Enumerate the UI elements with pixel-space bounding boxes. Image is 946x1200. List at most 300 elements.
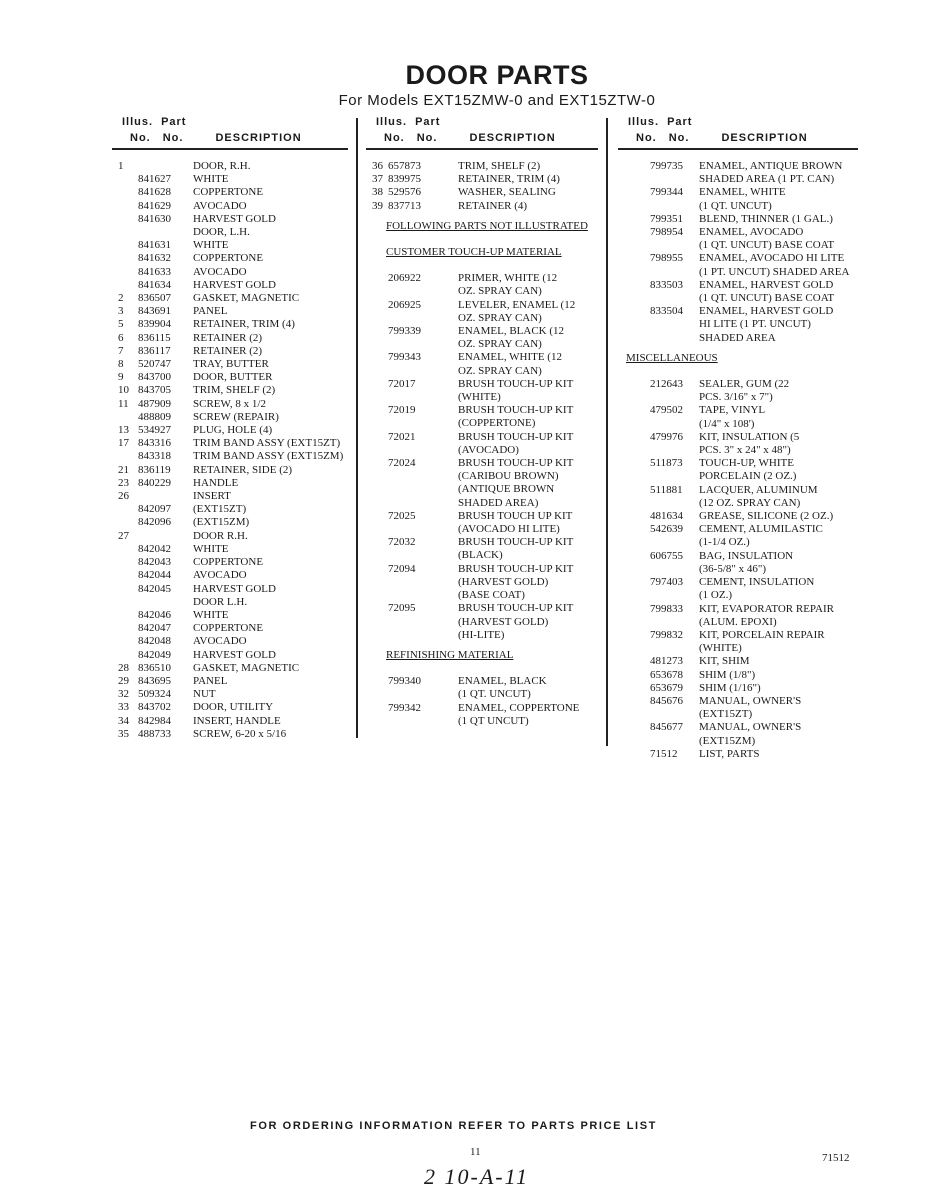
part-number xyxy=(138,596,193,609)
part-description xyxy=(699,213,833,226)
part-description xyxy=(458,457,573,510)
illus-number xyxy=(624,252,650,278)
parts-row xyxy=(624,669,849,682)
part-number: 842984 xyxy=(138,714,171,727)
header-rule xyxy=(366,148,598,150)
part-number: 836117 xyxy=(138,344,171,357)
description-line: (1 QT. UNCUT) BASE COAT xyxy=(699,292,835,305)
description-line: DOOR, UTILITY xyxy=(193,701,274,714)
part-number: 799833 xyxy=(650,602,683,615)
part-description xyxy=(699,404,765,430)
parts-row xyxy=(118,186,343,199)
description-line: (1 QT UNCUT) xyxy=(458,714,529,727)
parts-row xyxy=(624,160,849,186)
section-heading: REFINISHING MATERIAL xyxy=(386,648,514,661)
part-description xyxy=(699,550,793,576)
part-number: 799343 xyxy=(388,351,421,364)
part-description xyxy=(193,556,263,569)
section-heading: MISCELLANEOUS xyxy=(626,351,718,364)
illus-number xyxy=(372,431,388,457)
parts-row xyxy=(372,272,588,298)
parts-row xyxy=(118,450,343,463)
parts-row xyxy=(372,431,588,457)
description-line: (1 QT. UNCUT) xyxy=(699,199,772,212)
parts-row xyxy=(118,490,343,503)
illus-number xyxy=(624,669,650,682)
page-number: 11 xyxy=(470,1146,481,1158)
part-number: 842047 xyxy=(138,622,171,635)
description-line: RETAINER, SIDE (2) xyxy=(193,463,293,476)
parts-row xyxy=(624,404,849,430)
description-line: AVOCADO xyxy=(193,265,247,278)
illus-number xyxy=(118,411,138,424)
illus-number xyxy=(624,160,650,186)
parts-row xyxy=(118,398,343,411)
parts-row xyxy=(118,649,343,662)
description-line: TRIM, SHELF (2) xyxy=(193,384,276,397)
part-description xyxy=(193,490,231,503)
illus-number xyxy=(624,510,650,523)
part-description xyxy=(193,266,247,279)
illus-number: 27 xyxy=(118,529,129,542)
parts-row xyxy=(118,464,343,477)
parts-row xyxy=(624,226,849,252)
illus-number xyxy=(624,695,650,721)
description-line: BLEND, THINNER (1 GAL.) xyxy=(699,212,833,225)
part-description xyxy=(193,543,228,556)
description-line: ENAMEL, BLACK (12 xyxy=(458,325,565,338)
part-number: 799832 xyxy=(650,628,683,641)
illus-number xyxy=(624,576,650,602)
part-number: 833504 xyxy=(650,305,683,318)
header-part: Part xyxy=(667,116,693,128)
illus-number xyxy=(624,655,650,668)
description-line: ENAMEL, ANTIQUE BROWN xyxy=(699,160,843,172)
illus-number: 35 xyxy=(118,727,129,740)
part-number: 842042 xyxy=(138,542,171,555)
illus-number: 13 xyxy=(118,424,129,437)
parts-list xyxy=(118,160,343,741)
page-title: DOOR PARTS xyxy=(405,60,589,90)
parts-row xyxy=(624,457,849,483)
part-number: 843702 xyxy=(138,701,171,714)
header-no: No. xyxy=(162,132,184,144)
parts-row xyxy=(118,213,343,226)
part-number: 839904 xyxy=(138,318,171,331)
illus-number: 8 xyxy=(118,358,124,371)
parts-row xyxy=(624,748,849,761)
part-number: 841627 xyxy=(138,173,171,186)
description-line: (COPPERTONE) xyxy=(458,417,536,430)
description-line: TOUCH-UP, WHITE xyxy=(699,457,794,470)
illus-number xyxy=(624,748,650,761)
parts-row xyxy=(624,484,849,510)
description-line: SHADED AREA (1 PT. CAN) xyxy=(699,173,835,186)
part-description xyxy=(193,649,276,662)
parts-row xyxy=(118,437,343,450)
parts-row xyxy=(118,173,343,186)
illus-number xyxy=(118,200,138,213)
parts-row xyxy=(118,411,343,424)
parts-row xyxy=(372,325,588,351)
part-number: 72019 xyxy=(388,404,416,417)
part-description xyxy=(699,160,842,186)
parts-row xyxy=(118,424,343,437)
illus-number: 2 xyxy=(118,292,124,305)
description-line: NUT xyxy=(193,688,216,701)
part-number: 799735 xyxy=(650,160,683,172)
description-line: (ALUM. EPOXI) xyxy=(699,615,777,628)
header-no: No. xyxy=(130,132,151,144)
description-line: WASHER, SEALING xyxy=(458,186,556,199)
description-line: ENAMEL, WHITE (12 xyxy=(458,351,562,364)
description-line: ENAMEL, COPPERTONE xyxy=(458,701,580,714)
part-description xyxy=(193,371,272,384)
description-line: ENAMEL, BLACK xyxy=(458,675,547,688)
parts-row xyxy=(118,675,343,688)
part-number: 534927 xyxy=(138,424,171,437)
illus-number xyxy=(372,325,388,351)
parts-list xyxy=(624,160,849,761)
part-number: 843691 xyxy=(138,305,171,318)
part-description xyxy=(699,682,761,695)
description-line: KIT, PORCELAIN REPAIR xyxy=(699,628,825,641)
part-description xyxy=(699,484,818,510)
part-description xyxy=(193,569,247,582)
illus-number xyxy=(624,186,650,212)
description-line: (1 OZ.) xyxy=(699,589,732,602)
part-description xyxy=(193,252,263,265)
part-number: 842048 xyxy=(138,635,171,648)
description-line: BRUSH TOUCH-UP KIT xyxy=(458,404,574,417)
parts-row xyxy=(118,635,343,648)
description-line: (36-5/8" x 46") xyxy=(699,562,767,575)
part-description xyxy=(458,272,557,298)
part-number: 799351 xyxy=(650,212,683,225)
header-description: DESCRIPTION xyxy=(469,132,556,144)
illus-number: 39 xyxy=(372,199,383,212)
part-number: 843695 xyxy=(138,674,171,687)
parts-row xyxy=(118,305,343,318)
parts-row xyxy=(118,266,343,279)
part-number: 511873 xyxy=(650,457,683,470)
part-number: 837713 xyxy=(388,199,421,212)
part-description xyxy=(193,239,228,252)
part-number: 488733 xyxy=(138,727,171,740)
description-line: (1 PT. UNCUT) SHADED AREA xyxy=(699,265,850,278)
part-number: 842044 xyxy=(138,569,171,582)
parts-row xyxy=(624,510,849,523)
description-line: (WHITE) xyxy=(699,642,742,655)
part-description xyxy=(458,675,547,701)
description-line: LIST, PARTS xyxy=(699,747,760,760)
part-description xyxy=(458,186,556,199)
parts-row xyxy=(118,596,343,609)
parts-row xyxy=(624,186,849,212)
description-line: RETAINER, TRIM (4) xyxy=(193,318,295,331)
illus-number xyxy=(624,226,650,252)
header-no: No. xyxy=(384,132,405,144)
part-description xyxy=(193,213,276,226)
part-number: 799340 xyxy=(388,675,421,688)
parts-row xyxy=(624,305,849,345)
part-number: 843700 xyxy=(138,371,171,384)
part-number: 72021 xyxy=(388,430,416,443)
part-description xyxy=(193,345,262,358)
parts-row xyxy=(624,431,849,457)
part-description xyxy=(699,523,823,549)
part-number: 529576 xyxy=(388,186,421,199)
part-number: 843318 xyxy=(138,450,171,463)
parts-row xyxy=(118,609,343,622)
part-description xyxy=(193,160,250,173)
parts-row xyxy=(624,721,849,747)
description-line: RETAINER (4) xyxy=(458,199,528,212)
header-columns xyxy=(130,132,302,144)
part-number: 799342 xyxy=(388,701,421,714)
parts-row xyxy=(624,252,849,278)
header-illus: Illus. xyxy=(122,116,154,128)
description-line: BRUSH TOUCH-UP KIT xyxy=(458,536,574,549)
description-line: WHITE xyxy=(193,239,229,252)
illus-number xyxy=(118,583,138,596)
part-description xyxy=(699,305,833,345)
part-description xyxy=(193,583,276,596)
parts-row xyxy=(118,226,343,239)
parts-row xyxy=(118,530,343,543)
part-description xyxy=(193,226,250,239)
part-description xyxy=(458,563,573,603)
illus-number: 34 xyxy=(118,714,129,727)
description-line: (EXT15ZT) xyxy=(699,708,753,721)
description-line: CEMENT, INSULATION xyxy=(699,576,815,589)
part-number: 799339 xyxy=(388,325,421,338)
parts-row xyxy=(118,543,343,556)
description-line: KIT, INSULATION (5 xyxy=(699,430,800,443)
header-rule xyxy=(618,148,858,150)
illus-number xyxy=(118,226,138,239)
description-line: HANDLE xyxy=(193,476,239,489)
parts-row xyxy=(118,503,343,516)
description-line: ENAMEL, AVOCADO HI LITE xyxy=(699,252,845,265)
part-number: 841628 xyxy=(138,186,171,199)
part-number: 653678 xyxy=(650,668,683,681)
illus-number xyxy=(118,516,138,529)
illus-number xyxy=(624,484,650,510)
description-line: (BLACK) xyxy=(458,549,503,562)
header-illus-part xyxy=(122,116,186,128)
illus-number xyxy=(372,378,388,404)
illus-number xyxy=(624,721,650,747)
description-line: DOOR R.H. xyxy=(193,529,248,542)
parts-row xyxy=(372,536,588,562)
parts-row xyxy=(624,550,849,576)
parts-row xyxy=(118,318,343,331)
part-number: 833503 xyxy=(650,278,683,291)
part-description xyxy=(699,748,759,761)
parts-row xyxy=(624,603,849,629)
description-line: RETAINER (2) xyxy=(193,331,263,344)
part-number: 511881 xyxy=(650,483,683,496)
part-number: 836119 xyxy=(138,463,171,476)
description-line: (1 QT. UNCUT) BASE COAT xyxy=(699,239,835,252)
description-line: DOOR, L.H. xyxy=(193,226,250,239)
illus-number xyxy=(118,622,138,635)
description-line: KIT, EVAPORATOR REPAIR xyxy=(699,602,834,615)
page-subtitle: For Models EXT15ZMW-0 and EXT15ZTW-0 xyxy=(338,92,656,109)
part-description xyxy=(699,252,849,278)
illus-number xyxy=(118,596,138,609)
part-description xyxy=(699,226,834,252)
description-line: BRUSH TOUCH-UP KIT xyxy=(458,602,574,615)
part-description xyxy=(193,609,228,622)
column-divider xyxy=(356,118,358,738)
parts-row xyxy=(118,516,343,529)
part-description xyxy=(193,398,266,411)
part-number: 840229 xyxy=(138,476,171,489)
description-line: ENAMEL, HARVEST GOLD xyxy=(699,305,834,318)
header-description: DESCRIPTION xyxy=(721,132,808,144)
section-heading: CUSTOMER TOUCH-UP MATERIAL xyxy=(386,246,562,259)
part-number: 839975 xyxy=(388,173,421,186)
part-description xyxy=(193,305,227,318)
description-line: MANUAL, OWNER'S xyxy=(699,721,802,734)
description-line: PCS. 3" x 24" x 48") xyxy=(699,444,791,457)
illus-number: 33 xyxy=(118,701,129,714)
description-line: PORCELAIN (2 OZ.) xyxy=(699,470,797,483)
illus-number: 36 xyxy=(372,160,383,172)
parts-row xyxy=(372,563,588,603)
part-description xyxy=(458,299,575,325)
illus-number: 6 xyxy=(118,331,124,344)
header-illus-part xyxy=(376,116,440,128)
part-number: 797403 xyxy=(650,576,683,589)
illus-number: 1 xyxy=(118,160,124,172)
parts-row xyxy=(372,602,588,642)
illus-number xyxy=(624,457,650,483)
part-description xyxy=(193,332,262,345)
part-number: 481634 xyxy=(650,510,683,523)
description-line: SCREW, 8 x 1/2 xyxy=(193,397,266,410)
illus-number xyxy=(118,279,138,292)
description-line: MANUAL, OWNER'S xyxy=(699,694,802,707)
part-number: 657873 xyxy=(388,160,421,172)
part-description xyxy=(458,536,573,562)
part-description xyxy=(193,688,216,701)
part-number: 799344 xyxy=(650,186,683,199)
part-number: 798954 xyxy=(650,226,683,239)
description-line: INSERT xyxy=(193,490,231,503)
part-number xyxy=(138,530,193,543)
parts-row xyxy=(118,715,343,728)
description-line: SCREW, 6-20 x 5/16 xyxy=(193,727,287,740)
description-line: DOOR L.H. xyxy=(193,595,248,608)
header-no: No. xyxy=(416,132,438,144)
part-description xyxy=(458,173,560,186)
parts-row xyxy=(624,576,849,602)
part-number: 72094 xyxy=(388,562,416,575)
part-number: 836510 xyxy=(138,661,171,674)
parts-row xyxy=(118,688,343,701)
illus-number xyxy=(624,682,650,695)
parts-row xyxy=(118,371,343,384)
illus-number: 29 xyxy=(118,674,129,687)
description-line: LACQUER, ALUMINUM xyxy=(699,483,818,496)
description-line: GREASE, SILICONE (2 OZ.) xyxy=(699,510,834,523)
part-description xyxy=(193,424,272,437)
description-line: (EXT15ZT) xyxy=(193,503,247,516)
part-number: 841633 xyxy=(138,265,171,278)
illus-number xyxy=(118,569,138,582)
illus-number xyxy=(624,603,650,629)
part-number: 836115 xyxy=(138,331,171,344)
description-line: SHIM (1/16") xyxy=(699,681,761,694)
part-number: 542639 xyxy=(650,523,683,536)
column-divider xyxy=(606,118,608,746)
parts-row xyxy=(624,695,849,721)
part-description xyxy=(193,173,228,186)
parts-row xyxy=(118,662,343,675)
illus-number: 21 xyxy=(118,463,129,476)
part-number: 842043 xyxy=(138,556,171,569)
description-line: TRAY, BUTTER xyxy=(193,358,269,371)
parts-row xyxy=(624,655,849,668)
description-line: PANEL xyxy=(193,305,228,318)
illus-number xyxy=(624,404,650,430)
illus-number xyxy=(624,523,650,549)
description-line: SHADED AREA xyxy=(699,331,776,344)
part-number: 72025 xyxy=(388,509,416,522)
part-number: 488809 xyxy=(138,410,171,423)
part-number: 212643 xyxy=(650,378,683,391)
part-number: 72095 xyxy=(388,602,416,615)
illus-number xyxy=(372,272,388,298)
part-number: 481273 xyxy=(650,655,683,668)
parts-row xyxy=(372,299,588,325)
parts-row xyxy=(118,569,343,582)
part-description xyxy=(699,695,801,721)
description-line: COPPERTONE xyxy=(193,556,264,569)
description-line: HI LITE (1 PT. UNCUT) xyxy=(699,318,811,331)
description-line: OZ. SPRAY CAN) xyxy=(458,364,542,377)
description-line: TAPE, VINYL xyxy=(699,404,766,417)
illus-number xyxy=(372,702,388,728)
part-description xyxy=(193,477,238,490)
parts-row xyxy=(118,556,343,569)
part-description xyxy=(193,358,269,371)
part-number: 842045 xyxy=(138,582,171,595)
illus-number xyxy=(118,556,138,569)
description-line: DOOR, BUTTER xyxy=(193,371,273,384)
description-line: (EXT15ZM) xyxy=(699,734,756,747)
part-description xyxy=(458,404,573,430)
header-illus-part xyxy=(628,116,692,128)
illus-number xyxy=(624,305,650,345)
part-number: 206925 xyxy=(388,298,421,311)
illus-number xyxy=(118,635,138,648)
description-line: TRIM BAND ASSY (EXT15ZM) xyxy=(193,450,344,463)
part-description xyxy=(193,464,292,477)
part-description xyxy=(193,450,343,463)
part-number: 487909 xyxy=(138,397,171,410)
parts-row xyxy=(372,173,588,186)
part-description xyxy=(458,510,572,536)
description-line: BAG, INSULATION xyxy=(699,549,794,562)
illus-number xyxy=(118,266,138,279)
part-description xyxy=(193,662,299,675)
handwritten-note: 2 10-A-11 xyxy=(424,1164,529,1189)
part-description xyxy=(458,200,527,213)
